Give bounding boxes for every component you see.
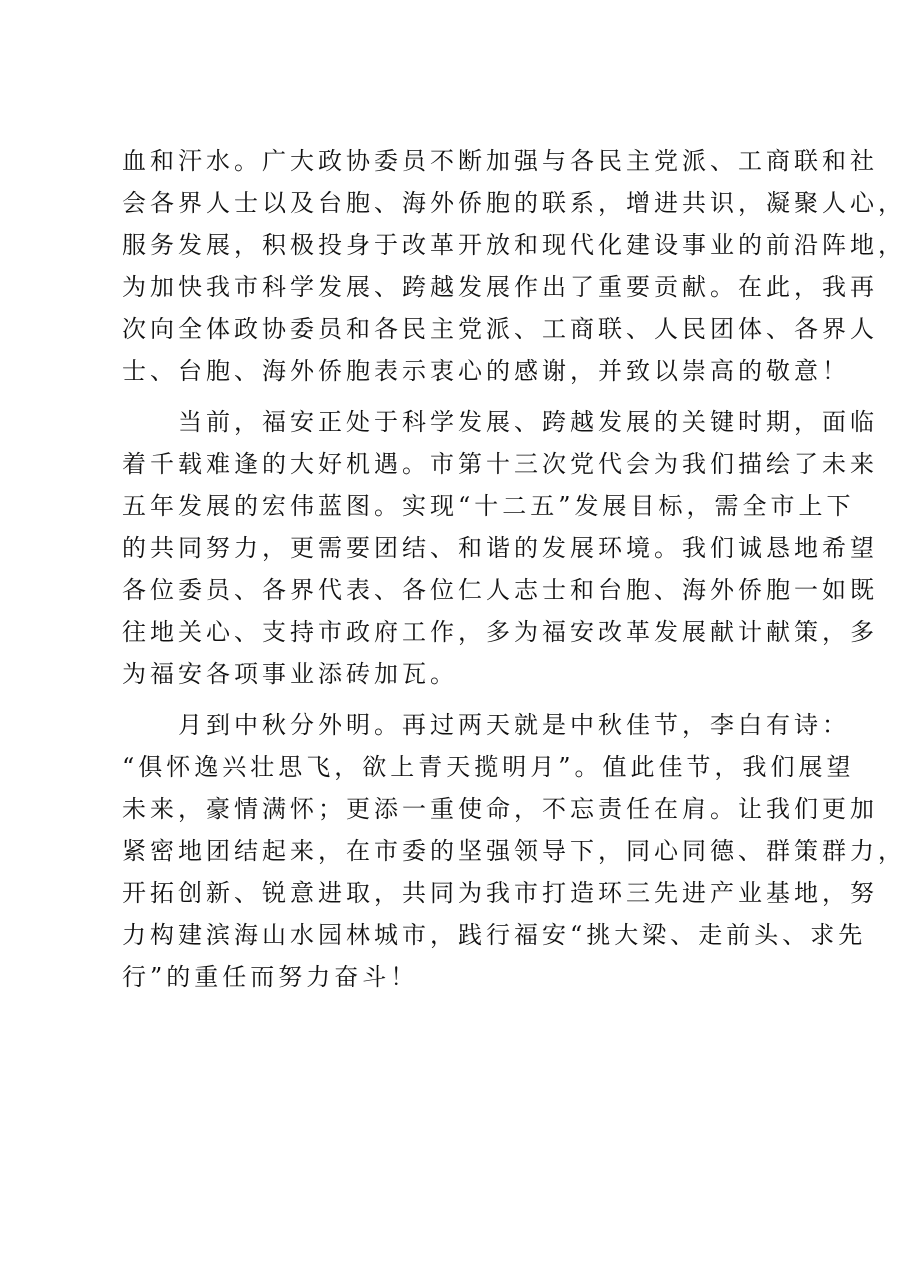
- text-line: 的共同努力，更需要团结、和谐的发展环境。我们诚恳地希望: [122, 534, 878, 562]
- text-line: 为加快我市科学发展、跨越发展作出了重要贡献。在此，我再: [122, 273, 878, 301]
- text-line: 月到中秋分外明。再过两天就是中秋佳节，李白有诗：: [122, 711, 850, 739]
- text-line: “俱怀逸兴壮思飞，欲上青天揽明月”。值此佳节，我们展望: [122, 753, 855, 781]
- text-line: 当前，福安正处于科学发展、跨越发展的关键时期，面临: [122, 408, 878, 436]
- text-line: 着千载难逢的大好机遇。市第十三次党代会为我们描绘了未来: [122, 450, 878, 478]
- paragraph-2: [122, 401, 878, 695]
- text-line: 服务发展，积极投身于改革开放和现代化建设事业的前沿阵地，: [122, 231, 906, 259]
- text-line: 未来，豪情满怀；更添一重使命，不忘责任在肩。让我们更加: [122, 795, 878, 823]
- text-line: 行”的重任而努力奋斗！: [122, 963, 419, 991]
- text-line: 紧密地团结起来，在市委的坚强领导下，同心同德、群策群力，: [122, 837, 906, 865]
- text-line: 开拓创新、锐意进取，共同为我市打造环三先进产业基地，努: [122, 879, 878, 907]
- paragraph-gap: [122, 695, 822, 704]
- text-line: 会各界人士以及台胞、海外侨胞的联系，增进共识，凝聚人心，: [122, 189, 906, 217]
- text-line: 力构建滨海山水园林城市，践行福安“挑大梁、走前头、求先: [122, 921, 867, 949]
- text-line: 往地关心、支持市政府工作，多为福安改革发展献计献策，多: [122, 618, 878, 646]
- document-body: [122, 140, 906, 998]
- text-line: 各位委员、各界代表、各位仁人志士和台胞、海外侨胞一如既: [122, 576, 878, 604]
- text-line: 士、台胞、海外侨胞表示衷心的感谢，并致以崇高的敬意！: [122, 357, 850, 385]
- text-line: 五年发展的宏伟蓝图。实现“十二五”发展目标，需全市上下: [122, 492, 855, 520]
- text-line: 血和汗水。广大政协委员不断加强与各民主党派、工商联和社: [122, 147, 878, 175]
- text-line: 为福安各项事业添砖加瓦。: [122, 660, 458, 688]
- paragraph-1: [122, 140, 906, 392]
- text-line: 次向全体政协委员和各民主党派、工商联、人民团体、各界人: [122, 315, 878, 343]
- paragraph-3: [122, 704, 906, 998]
- paragraph-gap: [122, 392, 822, 401]
